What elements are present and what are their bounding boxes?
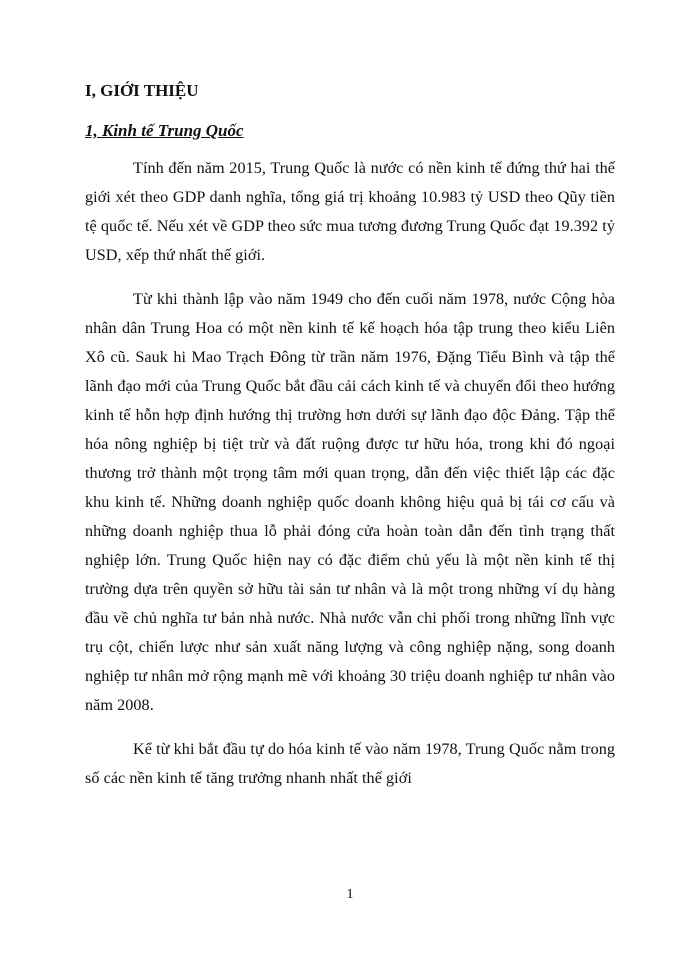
paragraph-history: Từ khi thành lập vào năm 1949 cho đến cuối năm 1978, nước Cộng hòa nhân dân Trung Hoa có một nền kinh tế kế hoạch hóa tập trung theo kiểu Liên Xô cũ. Sauk hi Mao Trạch Đông từ trần năm 1976, Đặng Tiểu Bình và tập thể lãnh đạo mới của Trung Quốc bắt đầu cải cách kinh tế và chuyển đổi theo hướng kinh tế hỗn hợp định hướng thị trường hơn dưới sự lãnh đạo độc Đảng. Tập thể hóa nông nghiệp bị tiệt trừ và đất ruộng được tư hữu hóa, trong khi đó ngoại thương trở thành một trọng tâm mới quan trọng, dẫn đến việc thiết lập các đặc khu kinh tế. Những doanh nghiệp quốc doanh không hiệu quả bị tái cơ cấu và những doanh nghiệp thua lỗ phải đóng cửa hoàn toàn dẫn đến tình trạng thất nghiệp lớn. Trung Quốc hiện nay có đặc điểm chủ yếu là một nền kinh tế thị trường dựa trên quyền sở hữu tài sản tư nhân và là một trong những ví dụ hàng đầu về chủ nghĩa tư bản nhà nước. Nhà nước vẫn chi phối trong những lĩnh vực trụ cột, chiến lược như sản xuất năng lượng và công nghiệp nặng, song doanh nghiệp tư nhân mở rộng mạnh mẽ với khoảng 30 triệu doanh nghiệp tư nhân vào năm 2008. bbox=[85, 290, 615, 714]
paragraph-liberalization: Kể từ khi bắt đầu tự do hóa kinh tế vào năm 1978, Trung Quốc nằm trong số các nền kinh tế tăng trưởng nhanh nhất thế giới bbox=[85, 740, 615, 787]
section-heading: I, GIỚI THIỆU bbox=[85, 81, 199, 100]
paragraph-gdp: Tính đến năm 2015, Trung Quốc là nước có nền kinh tế đứng thứ hai thế giới xét theo GDP danh nghĩa, tổng giá trị khoảng 10.983 tỷ USD theo Qũy tiền tệ quốc tế. Nếu xét về GDP theo sức mua tương đương Trung Quốc đạt 19.392 tỷ USD, xếp thứ nhất thế giới. bbox=[85, 159, 615, 264]
subsection-heading: 1, Kinh tế Trung Quốc bbox=[85, 121, 244, 140]
document-body bbox=[85, 80, 615, 793]
page-number: 1 bbox=[346, 887, 354, 902]
